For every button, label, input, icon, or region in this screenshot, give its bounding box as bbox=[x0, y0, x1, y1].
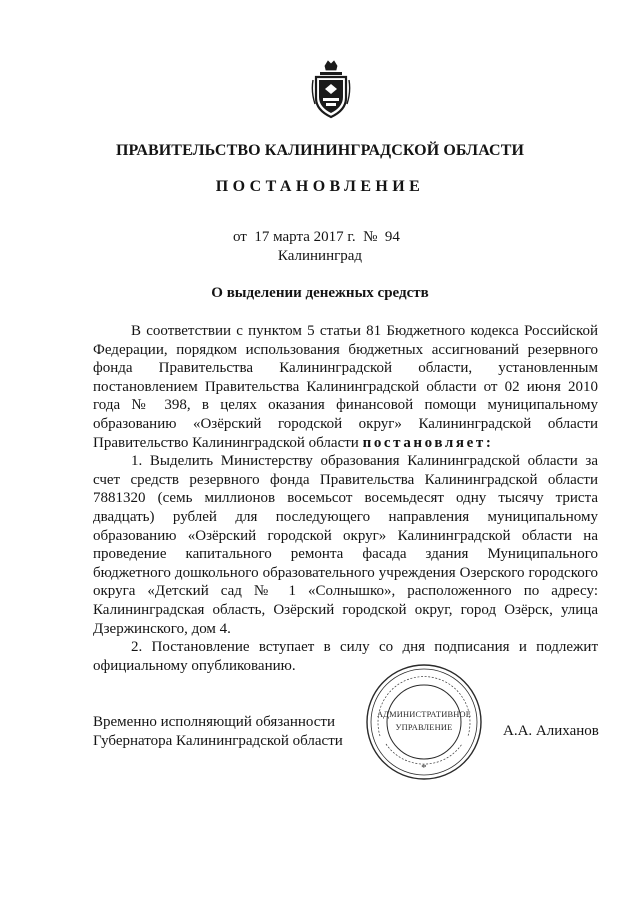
item-2-paragraph: 2. Постановление вступает в силу со дня подписания и подлежит официальному опубликованию. bbox=[93, 639, 598, 674]
city: Калининград bbox=[277, 248, 363, 264]
seal-star: * bbox=[421, 762, 427, 774]
position-line-1: Временно исполняющий обязанности bbox=[93, 714, 336, 730]
document-date: 17 марта 2017 г. bbox=[254, 229, 356, 245]
document-type: ПОСТАНОВЛЕНИЕ bbox=[215, 178, 425, 195]
date-prefix: от bbox=[233, 229, 247, 245]
document-number: 94 bbox=[384, 229, 400, 245]
preamble-text: В соответствии с пунктом 5 статьи 81 Бюджетного кодекса Российской Федерации, порядком использования бюджетных ассигнований резервного фонда Правительства Калининградской области, установленным постановлением Правительства Калининградской области от 02 июня 2010 года № 398, в целях оказания финансовой помощи муниципальному образованию «Озёрский городской округ» Калининградской области Правительство Калининградской области bbox=[93, 323, 598, 451]
item-1-paragraph: 1. Выделить Министерству образования Калининградской области за счет средств резервного фонда Правительства Калининградской области 7881320 (семь миллионов восемьсот восемьдесят одну тысячу триста двадцать) рублей для последующего направления муниципальному образованию «Озёрский городской округ» Калининградской области на проведение капитального ремонта фасада здания Муниципального бюджетного дошкольного образовательного учреждения Озерского городского округа «Детский сад № 1 «Солнышко», расположенного по адресу: Калининградская область, Озёрский городской округ, город Озёрск, улица Дзержинского, дом 4. bbox=[93, 453, 598, 637]
signatory-name: А.А. Алиханов bbox=[503, 723, 599, 739]
signatory-position bbox=[93, 713, 343, 751]
document-subject: О выделении денежных средств bbox=[211, 285, 429, 301]
document-body bbox=[93, 322, 598, 675]
government-title: ПРАВИТЕЛЬСТВО КАЛИНИНГРАДСКОЙ ОБЛАСТИ bbox=[115, 142, 525, 159]
seal-text-line-2: УПРАВЛЕНИЕ bbox=[395, 723, 453, 732]
resolves-word: постановляет: bbox=[362, 434, 494, 451]
date-line bbox=[233, 229, 400, 246]
number-label: № bbox=[363, 229, 378, 245]
seal-text-line-1: АДМИНИСТРАТИВНОЕ bbox=[376, 710, 472, 719]
preamble-paragraph bbox=[93, 322, 598, 452]
coat-of-arms-icon bbox=[311, 60, 351, 120]
position-line-2: Губернатора Калининградской области bbox=[93, 733, 343, 749]
official-seal-stamp bbox=[364, 662, 484, 782]
